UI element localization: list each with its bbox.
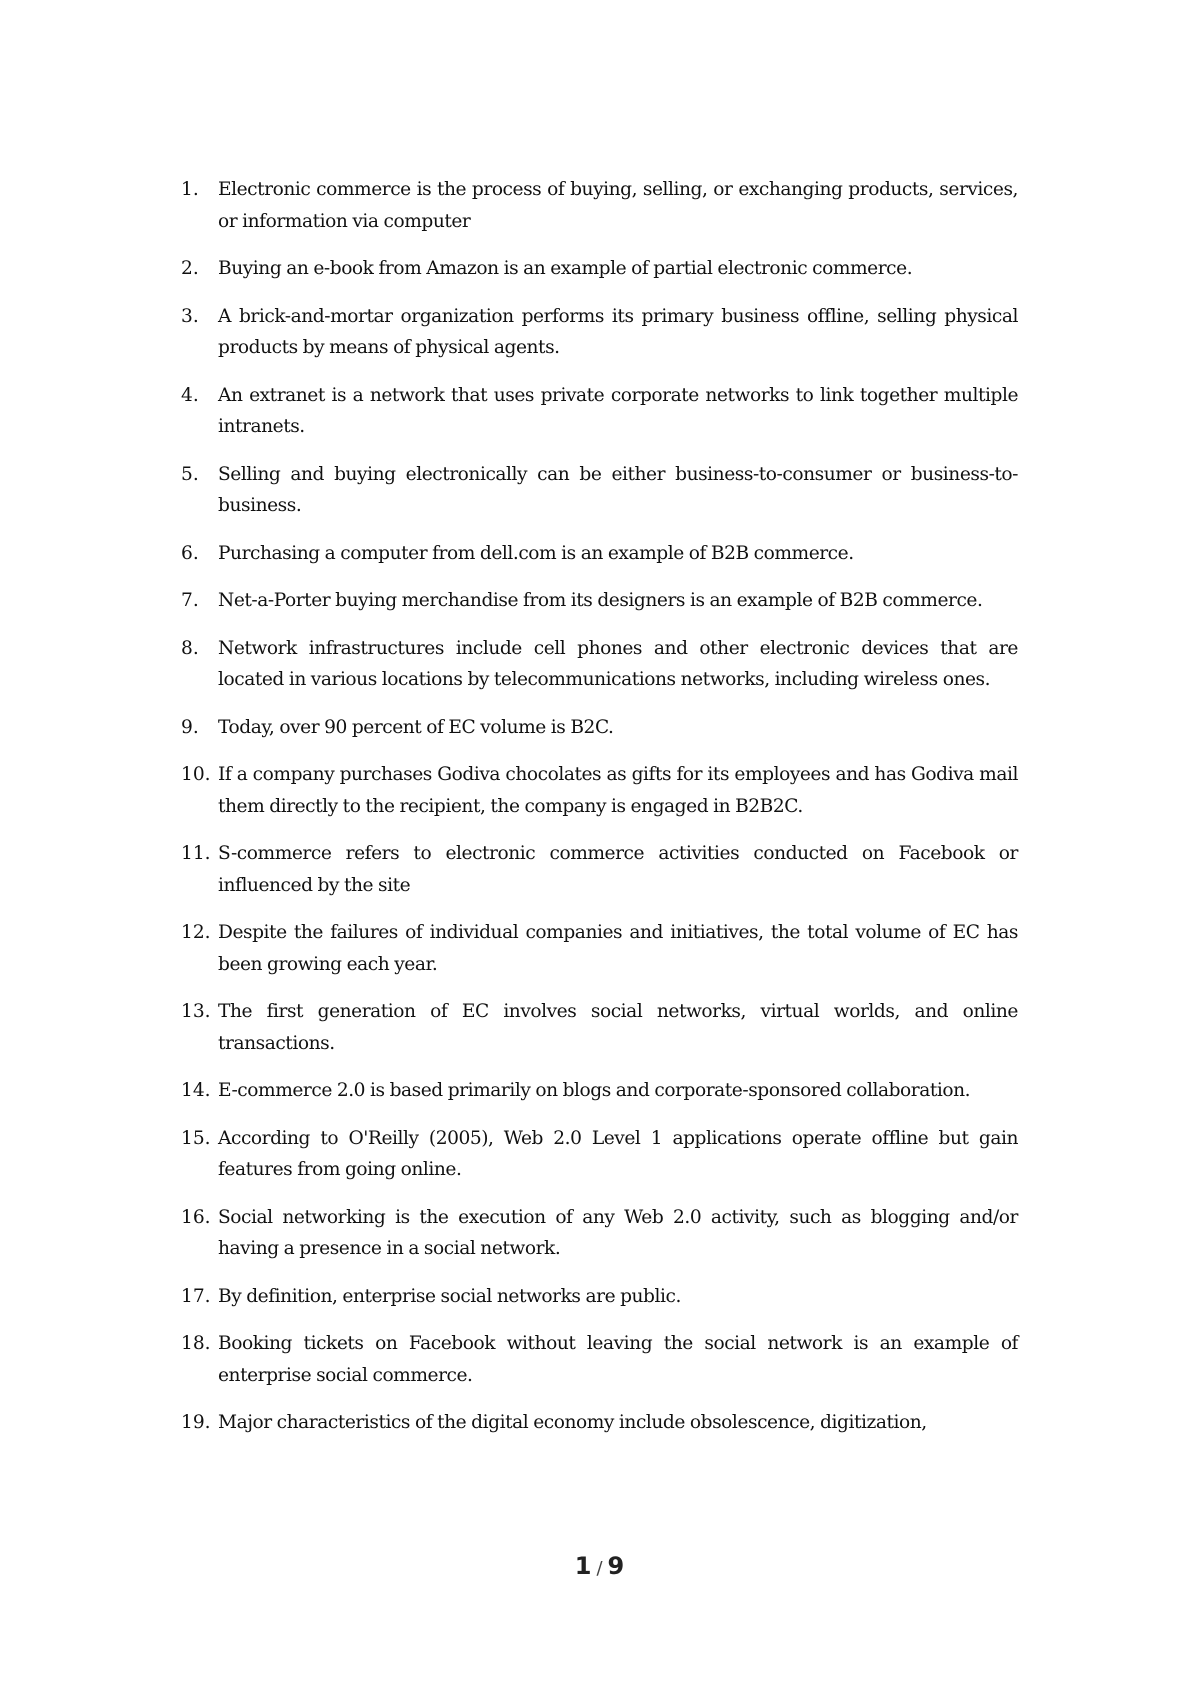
list-item xyxy=(181,380,1018,443)
item-number: 5. xyxy=(181,463,199,485)
item-number: 2. xyxy=(181,258,199,279)
list-item xyxy=(181,917,1018,980)
item-number: 11. xyxy=(181,843,211,864)
list-item xyxy=(181,996,1018,1059)
list-item xyxy=(181,301,1018,364)
list-item xyxy=(181,759,1018,822)
item-number: 15. xyxy=(181,1127,211,1149)
list-item xyxy=(181,585,1018,617)
item-text: S-commerce refers to electronic commerce activities conducted on Facebook or influenced by the site xyxy=(218,843,1018,896)
item-text: Purchasing a computer from dell.com is an example of B2B commerce. xyxy=(218,542,854,564)
item-number: 4. xyxy=(181,384,199,406)
list-item xyxy=(181,459,1018,522)
item-text: A brick-and-mortar organization performs its primary business offline, selling physical products by means of physical agents. xyxy=(218,305,1018,358)
list-item xyxy=(181,1407,1018,1439)
item-text: Today, over 90 percent of EC volume is B2C. xyxy=(218,716,614,738)
item-number: 16. xyxy=(181,1206,211,1228)
question-list xyxy=(181,174,1018,1455)
item-number: 19. xyxy=(181,1412,211,1433)
item-text: Network infrastructures include cell phones and other electronic devices that are located in various locations by telecommunications networks, including wireless ones. xyxy=(218,637,1018,690)
list-item xyxy=(181,838,1018,901)
item-number: 8. xyxy=(181,637,199,659)
item-text: E-commerce 2.0 is based primarily on blogs and corporate-sponsored collaboration. xyxy=(218,1080,971,1101)
item-text: The first generation of EC involves social networks, virtual worlds, and online transactions. xyxy=(218,1001,1018,1054)
item-number: 6. xyxy=(181,542,199,564)
item-text: According to O'Reilly (2005), Web 2.0 Level 1 applications operate offline but gain features from going online. xyxy=(218,1127,1018,1180)
list-item xyxy=(181,174,1018,237)
item-text: Social networking is the execution of any Web 2.0 activity, such as blogging and/or having a presence in a social network. xyxy=(218,1206,1018,1259)
page-separator: / xyxy=(596,1558,604,1579)
list-item xyxy=(181,1123,1018,1186)
item-text: If a company purchases Godiva chocolates as gifts for its employees and has Godiva mail them directly to the recipient, the company is engaged in B2B2C. xyxy=(218,764,1018,817)
item-number: 12. xyxy=(181,922,211,943)
list-item xyxy=(181,253,1018,285)
item-text: Major characteristics of the digital economy include obsolescence, digitization, xyxy=(218,1412,927,1433)
item-text: Net-a-Porter buying merchandise from its designers is an example of B2B commerce. xyxy=(218,590,983,611)
list-item xyxy=(181,1075,1018,1107)
item-number: 1. xyxy=(181,179,199,200)
list-item xyxy=(181,538,1018,570)
item-text: An extranet is a network that uses private corporate networks to link together multiple intranets. xyxy=(218,384,1018,437)
list-item xyxy=(181,1328,1018,1391)
list-item xyxy=(181,633,1018,696)
item-text: Buying an e-book from Amazon is an example of partial electronic commerce. xyxy=(218,258,913,279)
item-number: 9. xyxy=(181,716,199,738)
item-number: 7. xyxy=(181,590,199,611)
item-number: 18. xyxy=(181,1333,211,1354)
item-text: Booking tickets on Facebook without leaving the social network is an example of enterprise social commerce. xyxy=(218,1333,1018,1386)
item-text: Despite the failures of individual companies and initiatives, the total volume of EC has been growing each year. xyxy=(218,922,1018,975)
item-text: By definition, enterprise social networks are public. xyxy=(218,1285,681,1307)
item-number: 14. xyxy=(181,1080,211,1101)
item-number: 3. xyxy=(181,305,199,327)
total-page-count: 9 xyxy=(607,1552,626,1580)
item-text: Electronic commerce is the process of buying, selling, or exchanging products, services, or information via computer xyxy=(218,179,1018,232)
item-number: 17. xyxy=(181,1285,211,1307)
list-item xyxy=(181,1202,1018,1265)
item-number: 13. xyxy=(181,1001,211,1022)
list-item xyxy=(181,712,1018,744)
current-page-number: 1 xyxy=(574,1552,593,1580)
page-indicator xyxy=(0,1552,1200,1580)
item-number: 10. xyxy=(181,764,211,785)
list-item xyxy=(181,1281,1018,1313)
item-text: Selling and buying electronically can be either business-to-consumer or business-to-business. xyxy=(218,463,1018,516)
